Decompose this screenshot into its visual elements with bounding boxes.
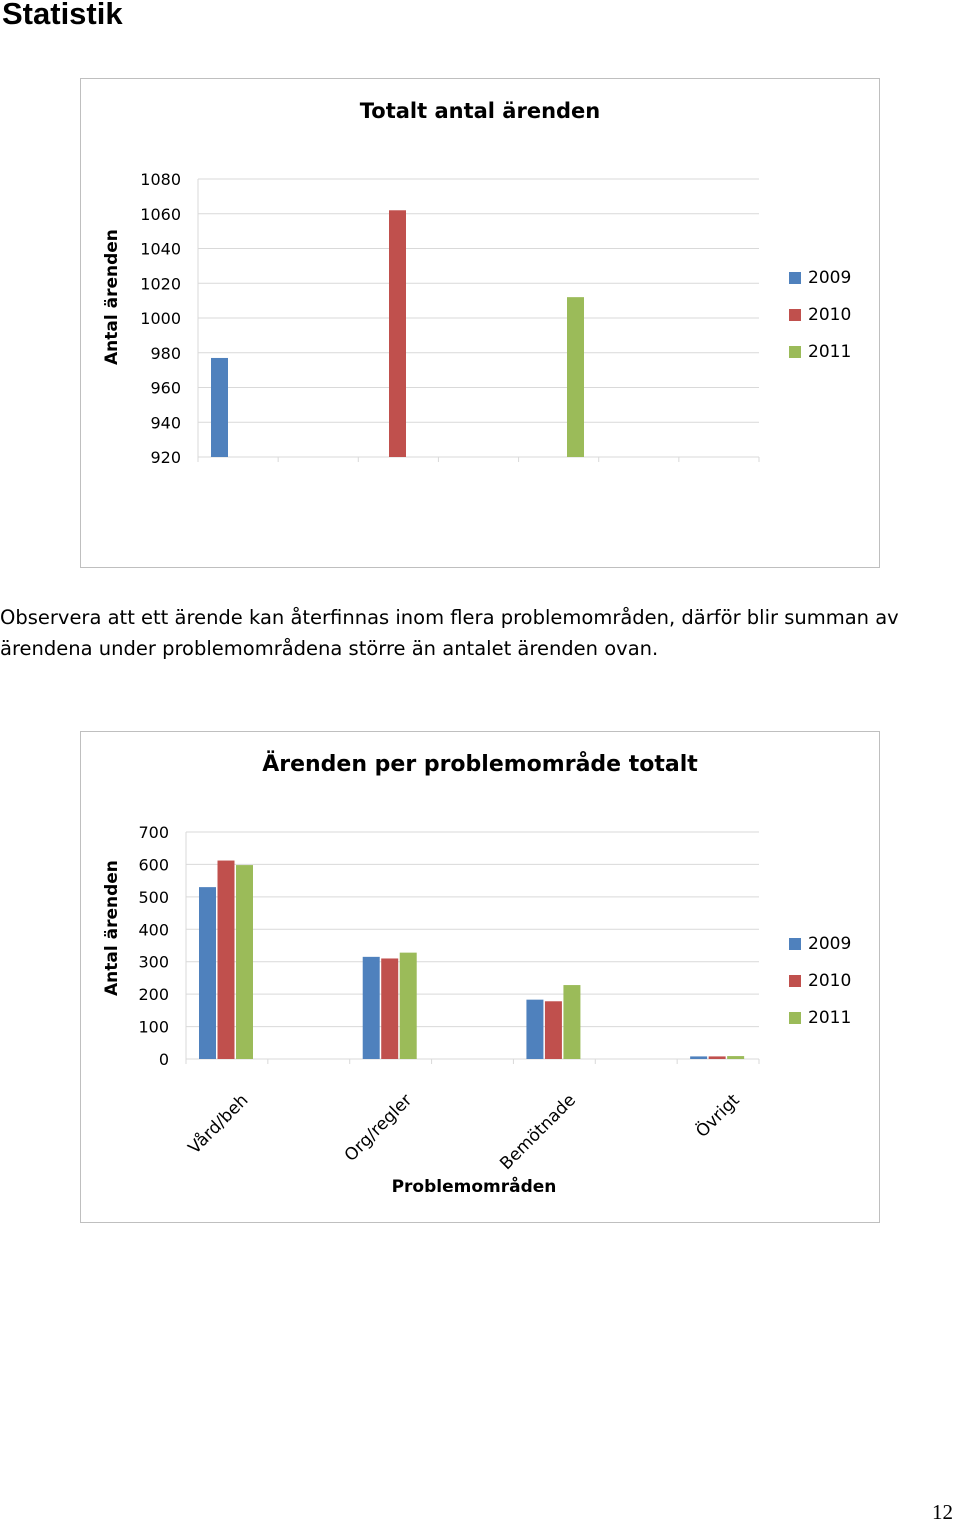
bar-2011 — [563, 985, 580, 1059]
legend-label: 2009 — [808, 267, 852, 288]
legend-item-2009 — [789, 259, 851, 296]
bar-2010 — [545, 1001, 562, 1059]
chart-title: Totalt antal ärenden — [359, 99, 601, 123]
bar-2011 — [236, 865, 253, 1059]
y-tick-label: 600 — [138, 855, 169, 875]
legend-label: 2011 — [808, 341, 852, 362]
y-axis-label: Antal ärenden — [102, 229, 122, 365]
legend-swatch-2009 — [789, 272, 801, 284]
legend-item-2009 — [789, 925, 851, 962]
y-axis-label: Antal ärenden — [102, 860, 122, 996]
bar-2010 — [709, 1056, 726, 1059]
y-tick-label: 1020 — [140, 274, 181, 294]
chart-cases-per-area — [80, 731, 880, 1223]
legend-item-2010 — [789, 296, 851, 333]
bar-2009 — [690, 1056, 707, 1059]
chart-title: Ärenden per problemområde totalt — [262, 752, 698, 777]
legend-item-2010 — [789, 962, 851, 999]
chart-legend — [789, 925, 851, 1036]
legend-swatch-2011 — [789, 346, 801, 358]
x-tick-label: Vård/beh — [184, 1090, 253, 1159]
y-tick-label: 1000 — [140, 309, 181, 328]
chart-legend — [789, 259, 851, 370]
legend-swatch-2009 — [789, 938, 801, 950]
bar-2009 — [363, 957, 380, 1059]
bar-2010 — [218, 861, 235, 1059]
page-heading: Statistik — [2, 0, 123, 31]
y-tick-label: 500 — [138, 887, 169, 907]
bar-2009 — [526, 1000, 543, 1059]
y-tick-label: 300 — [138, 952, 169, 972]
y-tick-label: 980 — [150, 343, 181, 363]
y-tick-label: 0 — [158, 1050, 169, 1069]
page-number: 12 — [932, 1500, 953, 1524]
bar-2009 — [199, 887, 216, 1059]
x-tick-label: Org/regler — [340, 1090, 417, 1166]
y-tick-label: 940 — [150, 413, 181, 433]
y-tick-label: 960 — [150, 378, 181, 398]
legend-swatch-2010 — [789, 975, 801, 987]
x-tick-label: Bemötnade — [496, 1090, 580, 1174]
chart-plot-area — [81, 79, 879, 567]
y-tick-label: 1060 — [140, 204, 181, 224]
bar-2010 — [381, 958, 398, 1059]
y-tick-label: 1040 — [140, 239, 181, 259]
bar-2009 — [211, 358, 228, 457]
legend-swatch-2010 — [789, 309, 801, 321]
legend-label: 2010 — [808, 304, 852, 325]
y-tick-label: 920 — [150, 448, 181, 467]
y-tick-label: 700 — [138, 823, 169, 842]
legend-swatch-2011 — [789, 1012, 801, 1024]
legend-label: 2009 — [808, 933, 852, 954]
legend-label: 2010 — [808, 970, 852, 991]
y-tick-label: 100 — [138, 1017, 169, 1037]
bar-2011 — [727, 1056, 744, 1059]
chart-plot-area — [81, 732, 879, 1222]
x-axis-label: Problemområden — [391, 1177, 557, 1197]
legend-item-2011 — [789, 333, 851, 370]
legend-item-2011 — [789, 999, 851, 1036]
bar-2011 — [400, 953, 417, 1059]
chart-total-cases — [80, 78, 880, 568]
y-tick-label: 400 — [138, 920, 169, 940]
y-tick-label: 200 — [138, 985, 169, 1005]
note-paragraph: Observera att ett ärende kan återfinnas inom flera problemområden, därför blir summan av ärendena under problemområdena större än antalet ärenden ovan. — [0, 606, 899, 660]
bar-2011 — [567, 297, 584, 457]
bar-2010 — [389, 210, 406, 457]
legend-label: 2011 — [808, 1007, 852, 1028]
y-tick-label: 1080 — [140, 170, 181, 189]
x-tick-label: Övrigt — [692, 1090, 744, 1142]
